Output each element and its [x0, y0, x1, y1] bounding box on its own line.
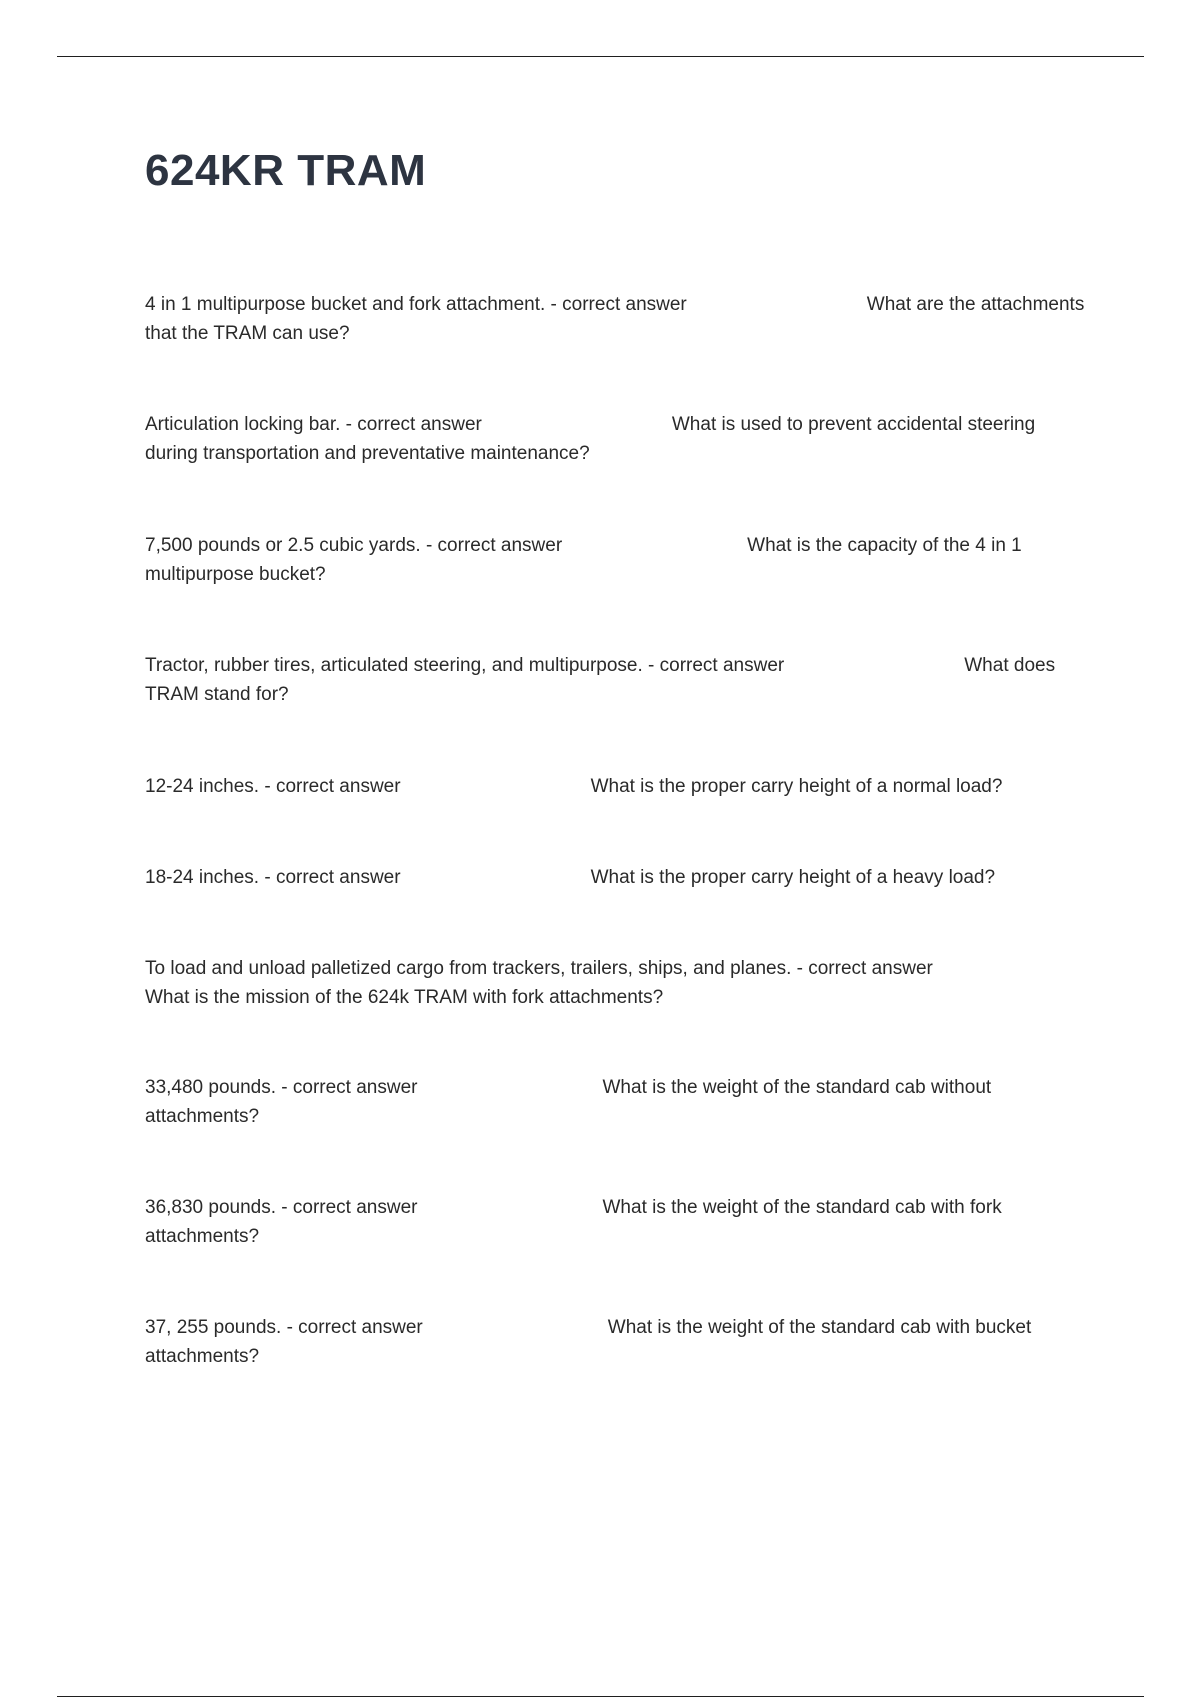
flashcard-5	[145, 772, 1085, 801]
answer-text: Articulation locking bar. - correct answer	[145, 414, 482, 435]
question-text: What is the weight of the standard cab without attachments?	[145, 1077, 992, 1127]
answer-text: 18-24 inches. - correct answer	[145, 867, 401, 888]
flashcard-10	[145, 1313, 1085, 1371]
flashcard-7	[145, 954, 1085, 1012]
answer-text: 37, 255 pounds. - correct answer	[145, 1317, 423, 1338]
answer-text: 4 in 1 multipurpose bucket and fork attachment. - correct answer	[145, 294, 687, 315]
answer-text: Tractor, rubber tires, articulated steering, and multipurpose. - correct answer	[145, 655, 785, 676]
question-text: What does TRAM stand for?	[145, 655, 1056, 705]
question-text: What are the attachments that the TRAM can use?	[145, 294, 1085, 344]
question-text: What is the proper carry height of a heavy load?	[590, 867, 996, 888]
flashcard-1	[145, 290, 1085, 348]
question-text: What is the weight of the standard cab with bucket attachments?	[145, 1317, 1032, 1367]
answer-text: 12-24 inches. - correct answer	[145, 776, 401, 797]
answer-text: 36,830 pounds. - correct answer	[145, 1197, 418, 1218]
question-text: What is the proper carry height of a normal load?	[590, 776, 1003, 797]
answer-text: To load and unload palletized cargo from trackers, trailers, ships, and planes. - correct answer	[145, 958, 933, 979]
question-text: What is the weight of the standard cab with fork attachments?	[145, 1197, 1002, 1247]
page-title: 624KR TRAM	[145, 146, 427, 195]
question-text: What is the mission of the 624k TRAM with fork attachments?	[145, 987, 664, 1008]
bottom-divider	[57, 1696, 1144, 1697]
question-text: What is used to prevent accidental steering during transportation and preventative maintenance?	[145, 414, 1036, 464]
flashcard-3	[145, 531, 1085, 589]
flashcard-9	[145, 1193, 1085, 1251]
flashcard-4	[145, 651, 1085, 709]
flashcard-6	[145, 863, 1085, 892]
top-divider	[57, 56, 1144, 57]
flashcard-8	[145, 1073, 1085, 1131]
answer-text: 33,480 pounds. - correct answer	[145, 1077, 418, 1098]
flashcard-2	[145, 410, 1085, 468]
answer-text: 7,500 pounds or 2.5 cubic yards. - correct answer	[145, 535, 563, 556]
question-text: What is the capacity of the 4 in 1 multipurpose bucket?	[145, 535, 1022, 585]
